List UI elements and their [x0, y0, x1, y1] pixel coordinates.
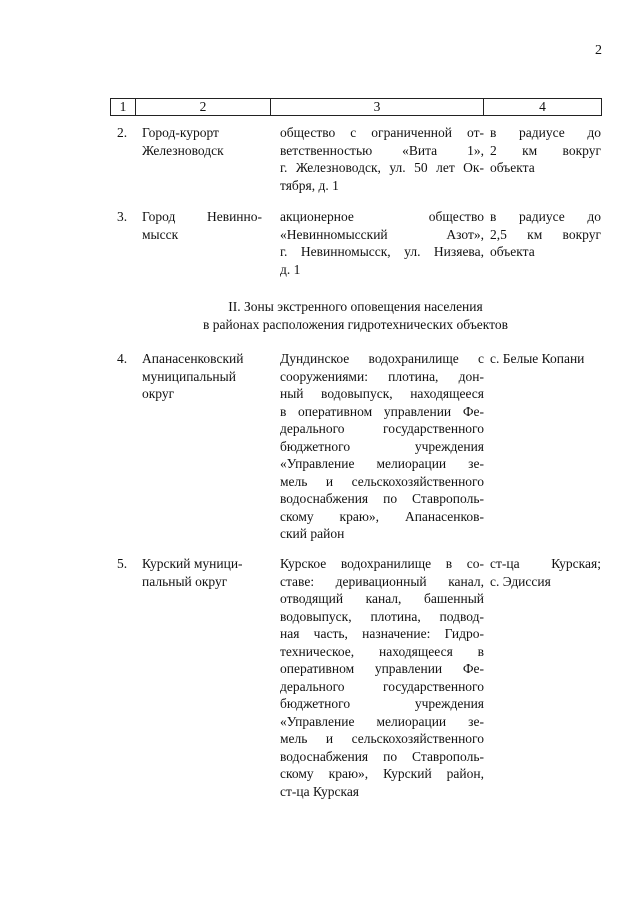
header-cell-2: 2: [136, 99, 271, 116]
text-line: акционерное общество: [280, 209, 484, 224]
municipality-cell: [142, 208, 262, 243]
header-cell-3: 3: [271, 99, 484, 116]
text-line: Апанасенковский: [142, 351, 244, 366]
text-line: Город-курорт: [142, 125, 219, 140]
text-line: Дундинское водохранилище с: [280, 351, 484, 366]
page-number: 2: [595, 43, 602, 58]
text-line: Курское водохранилище в со-: [280, 556, 484, 571]
text-line: ставе: деривационный канал,: [280, 573, 484, 589]
column-number-header: [110, 98, 602, 116]
object-cell: [280, 555, 484, 800]
text-line: бюджетного учреждения: [280, 438, 484, 454]
object-cell: [280, 350, 484, 543]
zone-cell: [490, 350, 601, 368]
text-line: ный водовыпуск, находящееся: [280, 386, 484, 401]
section-heading-line: II. Зоны экстренного оповещения населения: [228, 299, 483, 314]
text-line: ветственностью «Вита 1»,: [280, 142, 484, 158]
text-line: мель и сельскохозяйственного: [280, 473, 484, 489]
text-line: сооружениями: плотина, дон-: [280, 368, 484, 384]
text-line: «Управление мелиорации зе-: [280, 456, 484, 471]
text-line: в радиусе до: [490, 125, 601, 140]
text-line: объекта: [490, 244, 535, 259]
text-line: дерального государственного: [280, 678, 484, 694]
text-line: в оперативном управлении Фе-: [280, 403, 484, 419]
text-line: дерального государственного: [280, 421, 484, 436]
text-line: объекта: [490, 160, 535, 175]
text-line: ст-ца Курская;: [490, 556, 601, 571]
text-line: пальный округ: [142, 573, 228, 589]
text-line: отводящий канал, башенный: [280, 591, 484, 606]
text-line: с. Эдиссия: [490, 573, 551, 589]
text-line: ст-ца Курская: [280, 783, 360, 799]
text-line: мысск: [142, 226, 179, 242]
text-line: г. Железноводск, ул. 50 лет Ок-: [280, 160, 484, 175]
text-line: «Управление мелиорации зе-: [280, 713, 484, 729]
text-line: с. Белые Копани: [490, 351, 585, 366]
text-line: 2,5 км вокруг: [490, 226, 601, 242]
text-line: ная часть, назначение: Гидро-: [280, 626, 484, 641]
text-line: мель и сельскохозяйственного: [280, 731, 484, 746]
text-line: скому краю», Апанасенков-: [280, 508, 484, 524]
text-line: бюджетного учреждения: [280, 696, 484, 711]
text-line: муниципальный: [142, 368, 236, 384]
text-line: оперативном управлении Фе-: [280, 661, 484, 676]
text-line: водовыпуск, плотина, подвод-: [280, 608, 484, 624]
text-line: тября, д. 1: [280, 177, 339, 193]
text-line: Железноводск: [142, 142, 224, 158]
zone-cell: [490, 555, 601, 590]
row-number: 5.: [116, 556, 128, 571]
object-cell: [280, 208, 484, 278]
zone-cell: [490, 124, 601, 177]
text-line: 2 км вокруг: [490, 142, 601, 158]
municipality-cell: [142, 555, 262, 590]
text-line: Курский муници-: [142, 556, 243, 571]
object-cell: [280, 124, 484, 194]
row-number: 2.: [116, 125, 128, 140]
zone-cell: [490, 208, 601, 261]
text-line: водоснабжения по Ставрополь-: [280, 491, 484, 506]
text-line: скому краю», Курский район,: [280, 766, 484, 781]
text-line: ский район: [280, 526, 345, 541]
text-line: водоснабжения по Ставрополь-: [280, 748, 484, 764]
municipality-cell: [142, 124, 262, 159]
text-line: в радиусе до: [490, 209, 601, 224]
header-cell-1: 1: [111, 99, 136, 116]
text-line: г. Невинномысск, ул. Низяева,: [280, 244, 484, 259]
text-line: техническое, находящееся в: [280, 643, 484, 659]
header-cell-4: 4: [484, 99, 602, 116]
row-number: 3.: [116, 209, 128, 224]
section-heading: [110, 298, 601, 334]
row-number: 4.: [116, 351, 128, 366]
text-line: «Невинномысский Азот»,: [280, 226, 484, 242]
text-line: д. 1: [280, 261, 301, 277]
municipality-cell: [142, 350, 262, 403]
text-line: Город Невинно-: [142, 209, 262, 224]
text-line: округ: [142, 386, 175, 401]
section-heading-line: в районах расположения гидротехнических объектов: [202, 317, 509, 332]
text-line: общество с ограниченной от-: [280, 125, 484, 140]
